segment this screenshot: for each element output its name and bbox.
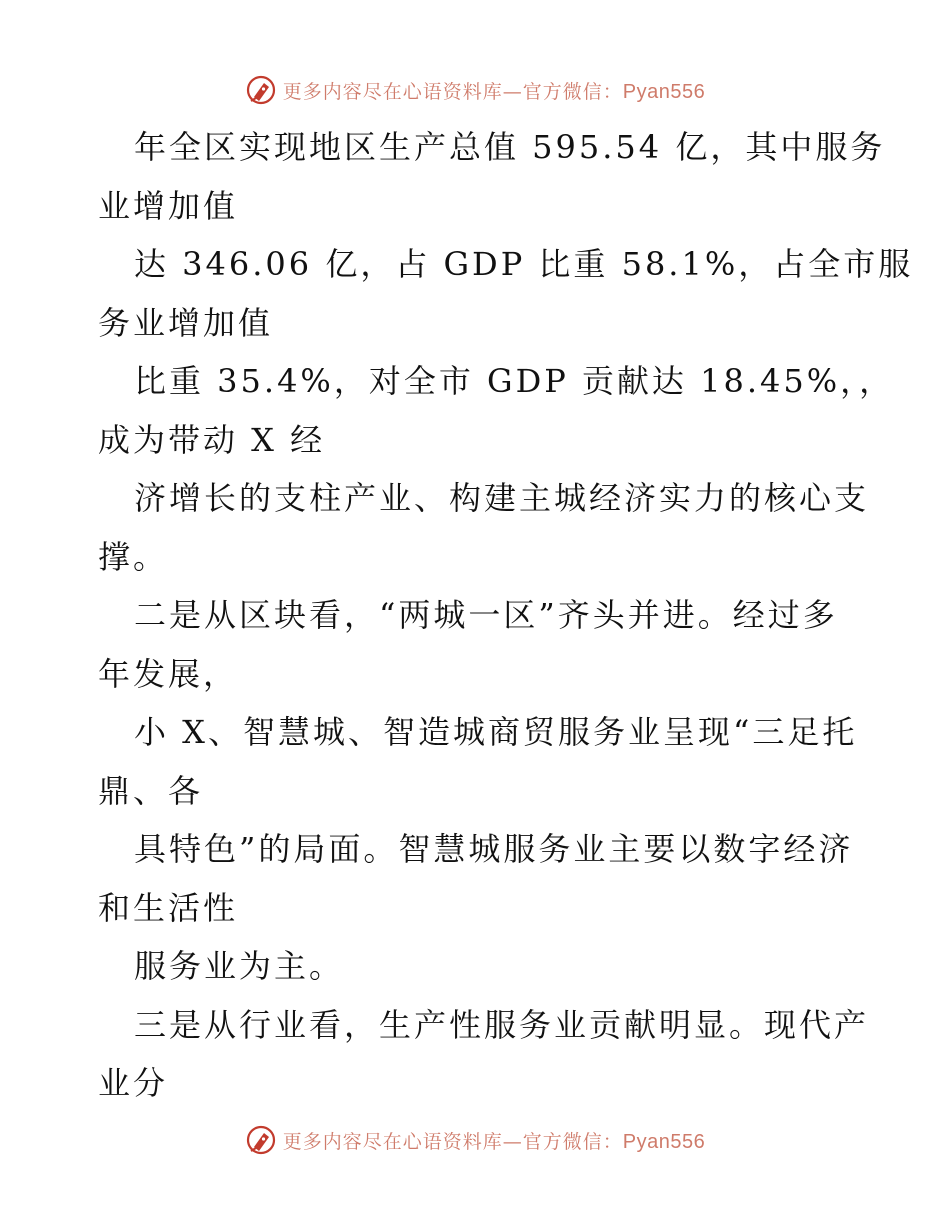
paragraph-line: 年全区实现地区生产总值 595.54 亿，其中服务 — [134, 128, 886, 166]
paragraph-line: 和生活性 — [98, 888, 239, 927]
paragraph-line: 撑。 — [98, 537, 169, 576]
header-banner-wechat-id: Pyan556 — [622, 80, 706, 103]
paragraph-line: 鼎、各 — [98, 771, 204, 810]
document-body — [0, 118, 950, 1113]
paragraph-line: 具特色”的局面。智慧城服务业主要以数字经济 — [134, 830, 854, 868]
paragraph-line: 业分 — [98, 1064, 169, 1102]
header-banner-text — [283, 77, 705, 104]
footer-banner-wechat-id: Pyan556 — [622, 1130, 706, 1153]
paragraph-line: 二是从区块看，“两城一区”齐头并进。经过多 — [134, 596, 838, 634]
paragraph-line: 达 346.06 亿，占 GDP 比重 58.1%，占全市服 — [134, 245, 914, 283]
paragraph-line: 三是从行业看，生产性服务业贡献明显。现代产 — [134, 1005, 870, 1044]
footer-banner-slogan: 更多内容尽在心语资料库—官方微信： — [282, 1130, 623, 1153]
footer-banner-text — [283, 1127, 705, 1154]
pen-nib-logo-icon — [245, 1124, 277, 1156]
header-banner — [0, 70, 950, 110]
paragraph-line: 比重 35.4%，对全市 GDP 贡献达 18.45%，， — [134, 362, 895, 400]
paragraph-line: 业增加值 — [98, 186, 239, 225]
paragraph-line: 小 X、智慧城、智造城商贸服务业呈现“三足托 — [134, 713, 858, 751]
footer-banner — [0, 1120, 950, 1160]
paragraph-line: 济增长的支柱产业、构建主城经济实力的核心支 — [134, 479, 870, 517]
paragraph-line: 成为带动 X 经 — [98, 420, 326, 459]
pen-nib-logo-icon — [245, 74, 277, 106]
paragraph-line: 年发展， — [98, 654, 239, 693]
paragraph-line: 服务业为主。 — [134, 947, 345, 985]
paragraph-line: 务业增加值 — [98, 303, 274, 342]
header-banner-slogan: 更多内容尽在心语资料库—官方微信： — [282, 80, 623, 103]
